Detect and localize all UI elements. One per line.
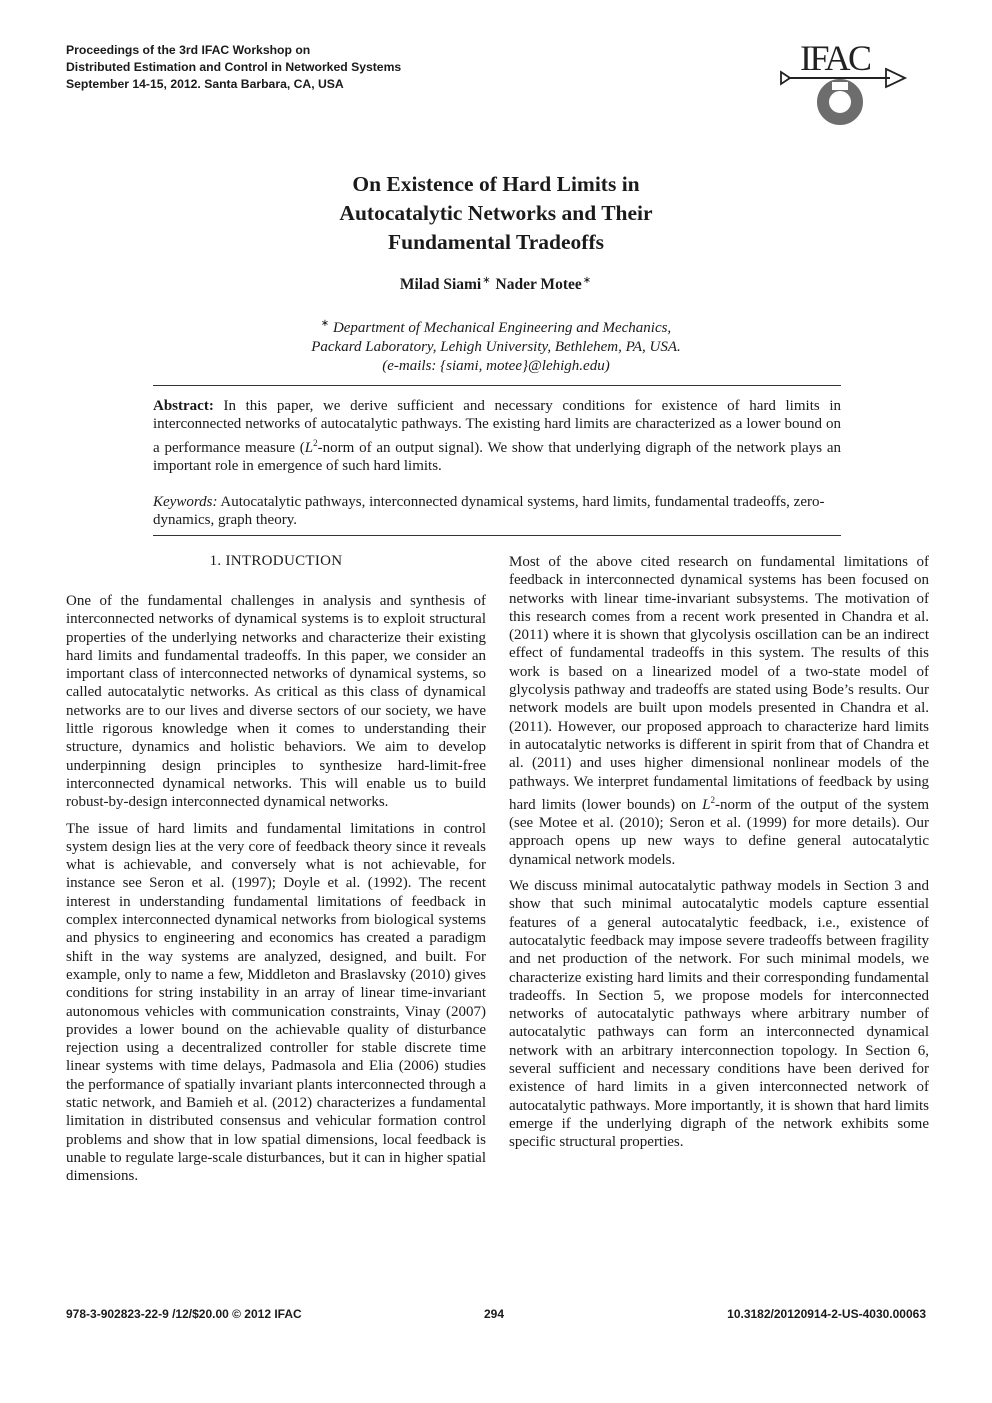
- right-paragraph-2: We discuss minimal autocatalytic pathway models in Section 3 and show that such minimal autocatalytic models capture essential features of a general autocatalytic feedback, i.e., existence of autocatalytic feedback may impose severe tradeoffs between fragility and net production of the network. For such minimal models, we characterize existing hard limits and their corresponding fundamental tradeoffs. In Section 5, we propose models for interconnected networks of autocatalytic pathways where arbitrary number of autocatalytic pathways can form an interconnected dynamical network with an arbitrary interconnection topology. In Section 6, several sufficient and necessary conditions have been derived for existence of hard limits in a given interconnected network of autocatalytic pathways. More importantly, it is shown that hard limits emerge if the underlying digraph of the network exhibits some specific structural properties.: [509, 878, 929, 1151]
- keywords-bottom-rule: [153, 535, 841, 536]
- abstract-text-b: -norm of an output signal). We show that underlying digraph of the network plays an important role in emergence of such hard limits.: [153, 439, 841, 475]
- abstract-math-L: L: [304, 439, 314, 456]
- author-list: [180, 275, 812, 294]
- title-line-1: On Existence of Hard Limits in: [352, 172, 640, 196]
- abstract-label: Abstract:: [153, 398, 214, 414]
- author-1: Milad Siami: [399, 276, 482, 294]
- abstract-text-a: In this paper, we derive sufficient and necessary conditions for existence of hard limits in interconnected networks of autocatalytic pathways. The existing hard limits are characterized as a lower bound on a performance measure (: [153, 398, 841, 456]
- right-paragraph-1-a: Most of the above cited research on fundamental limitations of feedback in interconnected dynamical systems has been focused on networks with linear time-invariant subsystems. The motivation of this research comes from a recent work presented in Chandra et al. (2011) where it is shown that glycolysis oscillation can be an indirect effect of fundamental tradeoffs in this system. The results of this work is based on a linearized model of a two-state model of glycolysis pathway and tradeoffs are stated using Bode’s results. Our network models are built upon models presented in Chandra et al. (2011). However, our proposed approach to characterize hard limits in autocatalytic networks is different in spirit from that of Chandra et al. (2011) and uses higher dimensional nonlinear models of the pathways. We interpret fundamental limitations of feedback by using hard limits (lower bounds) on: [509, 554, 929, 813]
- left-column: [66, 592, 486, 1194]
- footer-page-number: 294: [484, 1307, 505, 1321]
- abstract: [153, 397, 841, 476]
- proceedings-header: [66, 42, 401, 93]
- header-line-1: Proceedings of the 3rd IFAC Workshop on: [66, 43, 311, 57]
- left-paragraph-1: One of the fundamental challenges in analysis and synthesis of interconnected networks of dynamical systems is to exploit structural properties of the underlying networks and characterize their existing hard limits and fundamental tradeoffs. In this paper, we consider an important class of interconnected networks of dynamical systems, so called autocatalytic networks. As critical as this class of dynamical networks are to our lives and diverse sectors of our society, we have little rigorous knowledge when it comes to understanding their structure, dynamics and holistic behaviors. We aim to develop underpinning design principles to synthesize hard-limit-free interconnected dynamical networks. This will enable us to build robust-by-design interconnected dynamical networks.: [66, 593, 486, 811]
- paper-title: [180, 170, 812, 257]
- affiliation: [180, 314, 812, 376]
- affiliation-line-2: Packard Laboratory, Lehigh University, Bethlehem, PA, USA.: [311, 339, 681, 355]
- affiliation-line-3: (e-mails: {siami, motee}@lehigh.edu): [382, 358, 610, 374]
- left-paragraph-2: The issue of hard limits and fundamental limitations in control system design lies at the very core of feedback theory since it reveals what is achievable, and conversely what is not achievable, for instance see Seron et al. (1997); Doyle et al. (1992). The recent interest in understanding fundamental limitations of feedback in complex interconnected dynamical networks from biological systems and physics to engineering and economics has created a paradigm shift in the way systems are analyzed, designed, and built. For example, only to name a few, Middleton and Braslavsky (2010) gives conditions for string instability in an array of linear time-invariant autonomous vehicles with communication constraints, Vinay (2007) provides a lower bound on the achievable quality of disturbance rejection using a decentralized controller for stable discrete time linear systems with time delays, Padmasola and Elia (2006) studies the performance of spatially invariant plants interconnected through a static network, and Bamieh et al. (2012) characterizes a fundamental limitation in distributed consensus and vehicular formation control problems and show that in low spatial dimensions, local feedback is unable to regulate large-scale disturbances, but it can in higher spatial dimensions.: [66, 820, 486, 1185]
- author-2-mark: ∗: [582, 275, 592, 286]
- right-math-sup: 2: [710, 794, 715, 805]
- footer-doi: 10.3182/20120914-2-US-4030.00063: [727, 1307, 926, 1321]
- section-heading-introduction: 1. INTRODUCTION: [209, 553, 343, 569]
- author-2: Nader Motee: [495, 276, 582, 294]
- right-paragraph-1-b: -norm of the output of the system (see Motee et al. (2010); Seron et al. (1999) for more details). Our approach opens up new ways to define general autocatalytic dynamical network models.: [509, 796, 929, 868]
- header-line-3: September 14-15, 2012. Santa Barbara, CA, USA: [66, 77, 344, 91]
- ifac-logo: [778, 38, 908, 130]
- right-math-L: L: [702, 796, 711, 813]
- title-line-2: Autocatalytic Networks and Their: [339, 201, 653, 225]
- title-line-3: Fundamental Tradeoffs: [387, 230, 604, 254]
- author-1-mark: ∗: [482, 275, 491, 286]
- affiliation-mark: ∗: [320, 318, 330, 329]
- abstract-math-sup: 2: [313, 437, 318, 448]
- affiliation-line-1: Department of Mechanical Engineering and Mechanics,: [332, 320, 672, 336]
- ifac-logo-icon: [778, 38, 908, 130]
- footer-isbn: 978-3-902823-22-9 /12/$20.00 © 2012 IFAC: [66, 1307, 302, 1321]
- right-column: [509, 553, 929, 1160]
- keywords-label: Keywords:: [153, 494, 218, 510]
- keywords-text: Autocatalytic pathways, interconnected dynamical systems, hard limits, fundamental tradeoffs, zero-dynamics, graph theory.: [153, 494, 825, 529]
- header-line-2: Distributed Estimation and Control in Networked Systems: [66, 60, 402, 74]
- keywords: [153, 493, 841, 530]
- ifac-logo-text: IFAC: [800, 38, 872, 78]
- abstract-top-rule: [153, 385, 841, 386]
- right-paragraph-1: [509, 553, 929, 869]
